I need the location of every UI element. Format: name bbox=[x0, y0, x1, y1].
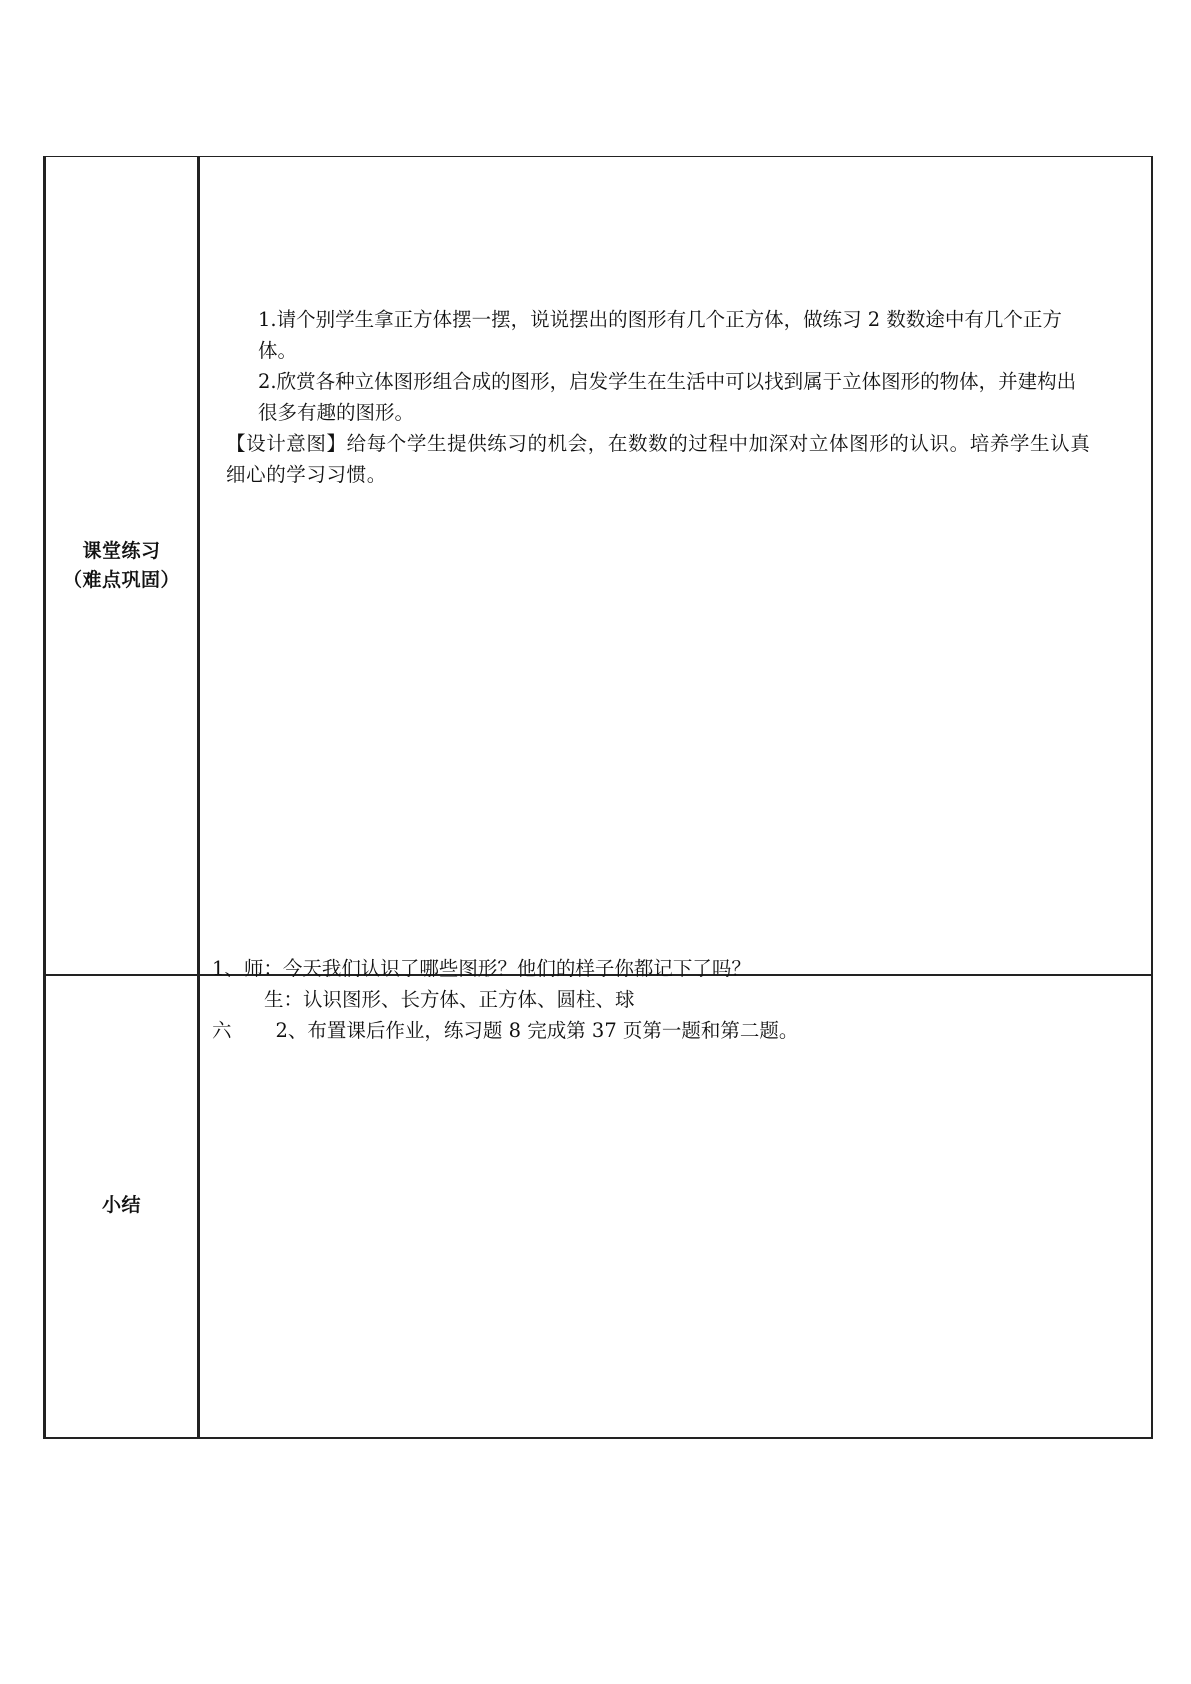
summary-line-homework bbox=[212, 1015, 1092, 1046]
summary-content bbox=[212, 953, 1092, 1046]
row-label-classroom-practice bbox=[46, 537, 197, 595]
practice-content bbox=[226, 304, 1096, 490]
row-label-summary: 小结 bbox=[101, 1194, 141, 1216]
row-label-line: （难点巩固） bbox=[62, 569, 180, 591]
column-divider bbox=[197, 157, 200, 1437]
practice-item: 1.请个别学生拿正方体摆一摆，说说摆出的图形有几个正方体，做练习 2 数数途中有几个正方体。 bbox=[258, 308, 1062, 362]
summary-line: 生：认识图形、长方体、正方体、圆柱、球 bbox=[264, 988, 635, 1011]
summary-line: 1、师：今天我们认识了哪些图形？他们的样子你都记下了吗？ bbox=[212, 957, 751, 980]
homework-text: 2、布置课后作业，练习题 8 完成第 37 页第一题和第二题。 bbox=[275, 1019, 799, 1042]
row-label-line: 课堂练习 bbox=[82, 540, 161, 562]
summary-prefix: 六 bbox=[212, 1019, 232, 1042]
design-intent-text: 【设计意图】给每个学生提供练习的机会，在数数的过程中加深对立体图形的认识。培养学生认真细心的学习习惯。 bbox=[226, 432, 1091, 486]
practice-item: 2.欣赏各种立体图形组合成的图形，启发学生在生活中可以找到属于立体图形的物体，并建构出很多有趣的图形。 bbox=[258, 370, 1077, 424]
